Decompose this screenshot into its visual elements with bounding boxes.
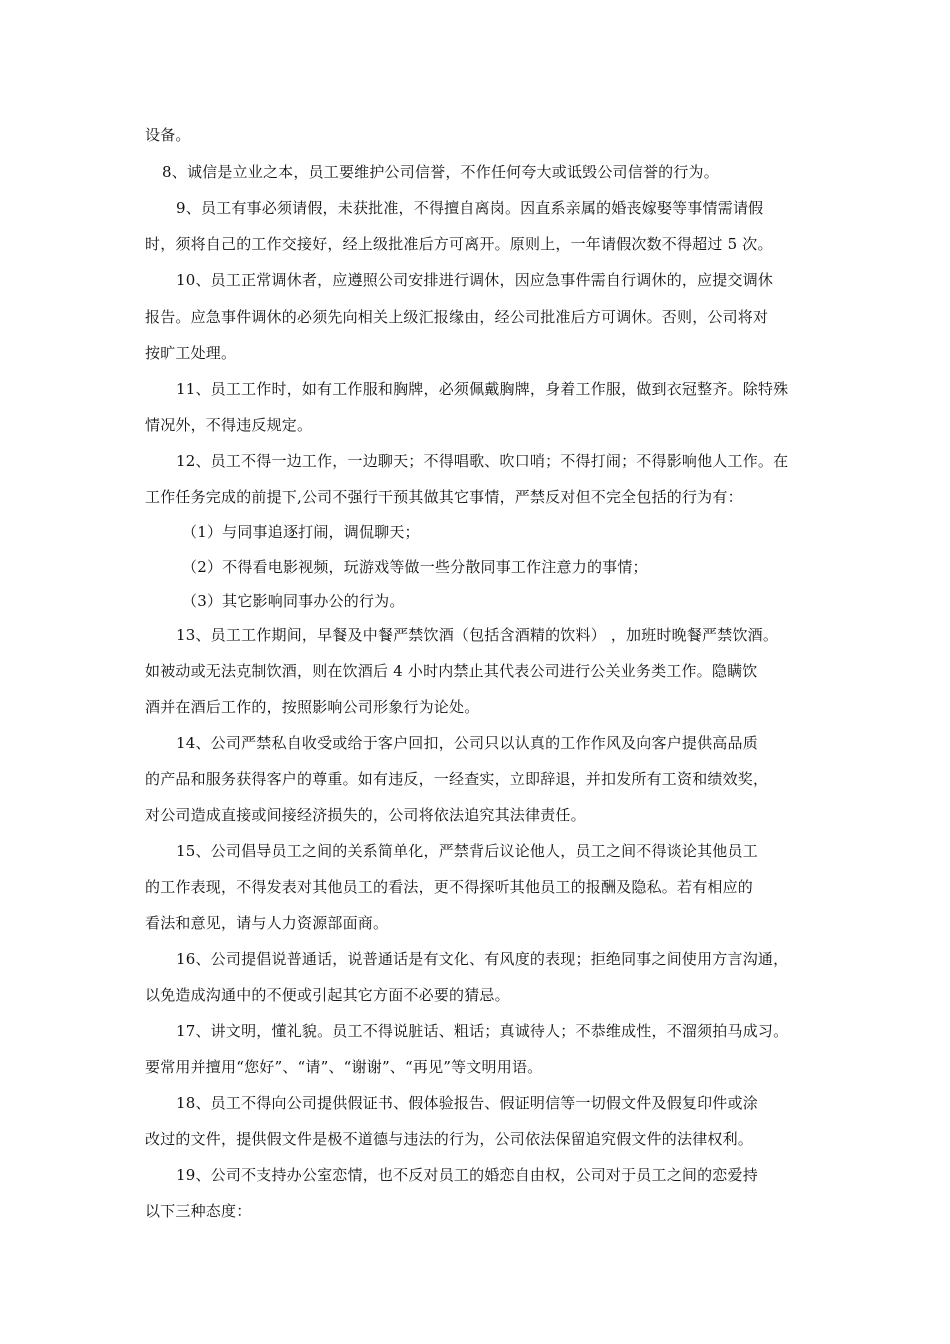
- text-line: 时，须将自己的工作交接好，经上级批准后方可离开。原则上，一年请假次数不得超过 5 次。: [145, 235, 773, 253]
- text-line: 按旷工处理。: [145, 344, 237, 362]
- text-line: 14、公司严禁私自收受或给于客户回扣，公司只以认真的工作作风及向客户提供高品质: [176, 734, 758, 752]
- text-line: 要常用并擅用“您好”、“请”、“谢谢”、“再见”等文明用语。: [145, 1058, 543, 1076]
- text-line: 18、员工不得向公司提供假证书、假体验报告、假证明信等一切假文件及假复印件或涂: [176, 1094, 758, 1112]
- text-line: 工作任务完成的前提下,公司不强行干预其做其它事情，严禁反对但不完全包括的行为有：: [145, 488, 743, 506]
- text-line: （3）其它影响同事办公的行为。: [182, 592, 405, 610]
- text-line: 的工作表现，不得发表对其他员工的看法，更不得探听其他员工的报酬及隐私。若有相应的: [145, 878, 754, 896]
- text-line: 对公司造成直接或间接经济损失的，公司将依法追究其法律责任。: [145, 806, 586, 824]
- text-line: 15、公司倡导员工之间的关系简单化，严禁背后议论他人，员工之间不得谈论其他员工: [176, 842, 758, 860]
- text-line: 13、员工工作期间，早餐及中餐严禁饮酒（包括含酒精的饮料） ，加班时晚餐严禁饮酒。: [176, 626, 779, 644]
- text-line: 8、诚信是立业之本，员工要维护公司信誉，不作任何夸大或诋毁公司信誉的行为。: [162, 163, 719, 181]
- text-line: 如被动或无法克制饮酒，则在饮酒后 4 小时内禁止其代表公司进行公关业务类工作。隐瞒饮: [145, 662, 758, 680]
- text-line: 19、公司不支持办公室恋情，也不反对员工的婚恋自由权，公司对于员工之间的恋爱持: [176, 1166, 758, 1184]
- text-line: （1）与同事追逐打闹，调侃聊天；: [182, 523, 420, 541]
- text-line: 以下三种态度：: [145, 1202, 252, 1220]
- text-line: 酒并在酒后工作的，按照影响公司形象行为论处。: [145, 698, 480, 716]
- text-line: （2）不得看电影视频，玩游戏等做一些分散同事工作注意力的事情；: [182, 558, 648, 576]
- text-line: 看法和意见，请与人力资源部面商。: [145, 914, 389, 932]
- text-line: 报告。应急事件调休的必须先向相关上级汇报缘由，经公司批准后方可调休。否则，公司将对: [145, 308, 769, 326]
- text-line: 11、员工工作时，如有工作服和胸牌，必须佩戴胸牌，身着工作服，做到衣冠整齐。除特殊: [176, 380, 789, 398]
- text-line: 情况外，不得违反规定。: [145, 416, 313, 434]
- text-line: 10、员工正常调休者，应遵照公司安排进行调休，因应急事件需自行调休的，应提交调休: [176, 271, 774, 289]
- text-line: 17、讲文明，懂礼貌。员工不得说脏话、粗话；真诚待人；不恭维成性，不溜须拍马成习。: [176, 1022, 789, 1040]
- text-line: 以免造成沟通中的不便或引起其它方面不必要的猜忌。: [145, 986, 510, 1004]
- text-line: 9、员工有事必须请假，未获批准，不得擅自离岗。因直系亲属的婚丧嫁娶等事情需请假: [176, 199, 764, 217]
- text-line: 12、员工不得一边工作，一边聊天；不得唱歌、吹口哨；不得打闹；不得影响他人工作。在: [176, 452, 789, 470]
- text-line: 改过的文件，提供假文件是极不道德与违法的行为，公司依法保留追究假文件的法律权利。: [145, 1130, 754, 1148]
- text-line: 设备。: [145, 126, 191, 144]
- text-line: 的产品和服务获得客户的尊重。如有违反，一经查实，立即辞退，并扣发所有工资和绩效奖，: [145, 770, 769, 788]
- text-line: 16、公司提倡说普通话，说普通话是有文化、有风度的表现；拒绝同事之间使用方言沟通，: [176, 950, 789, 968]
